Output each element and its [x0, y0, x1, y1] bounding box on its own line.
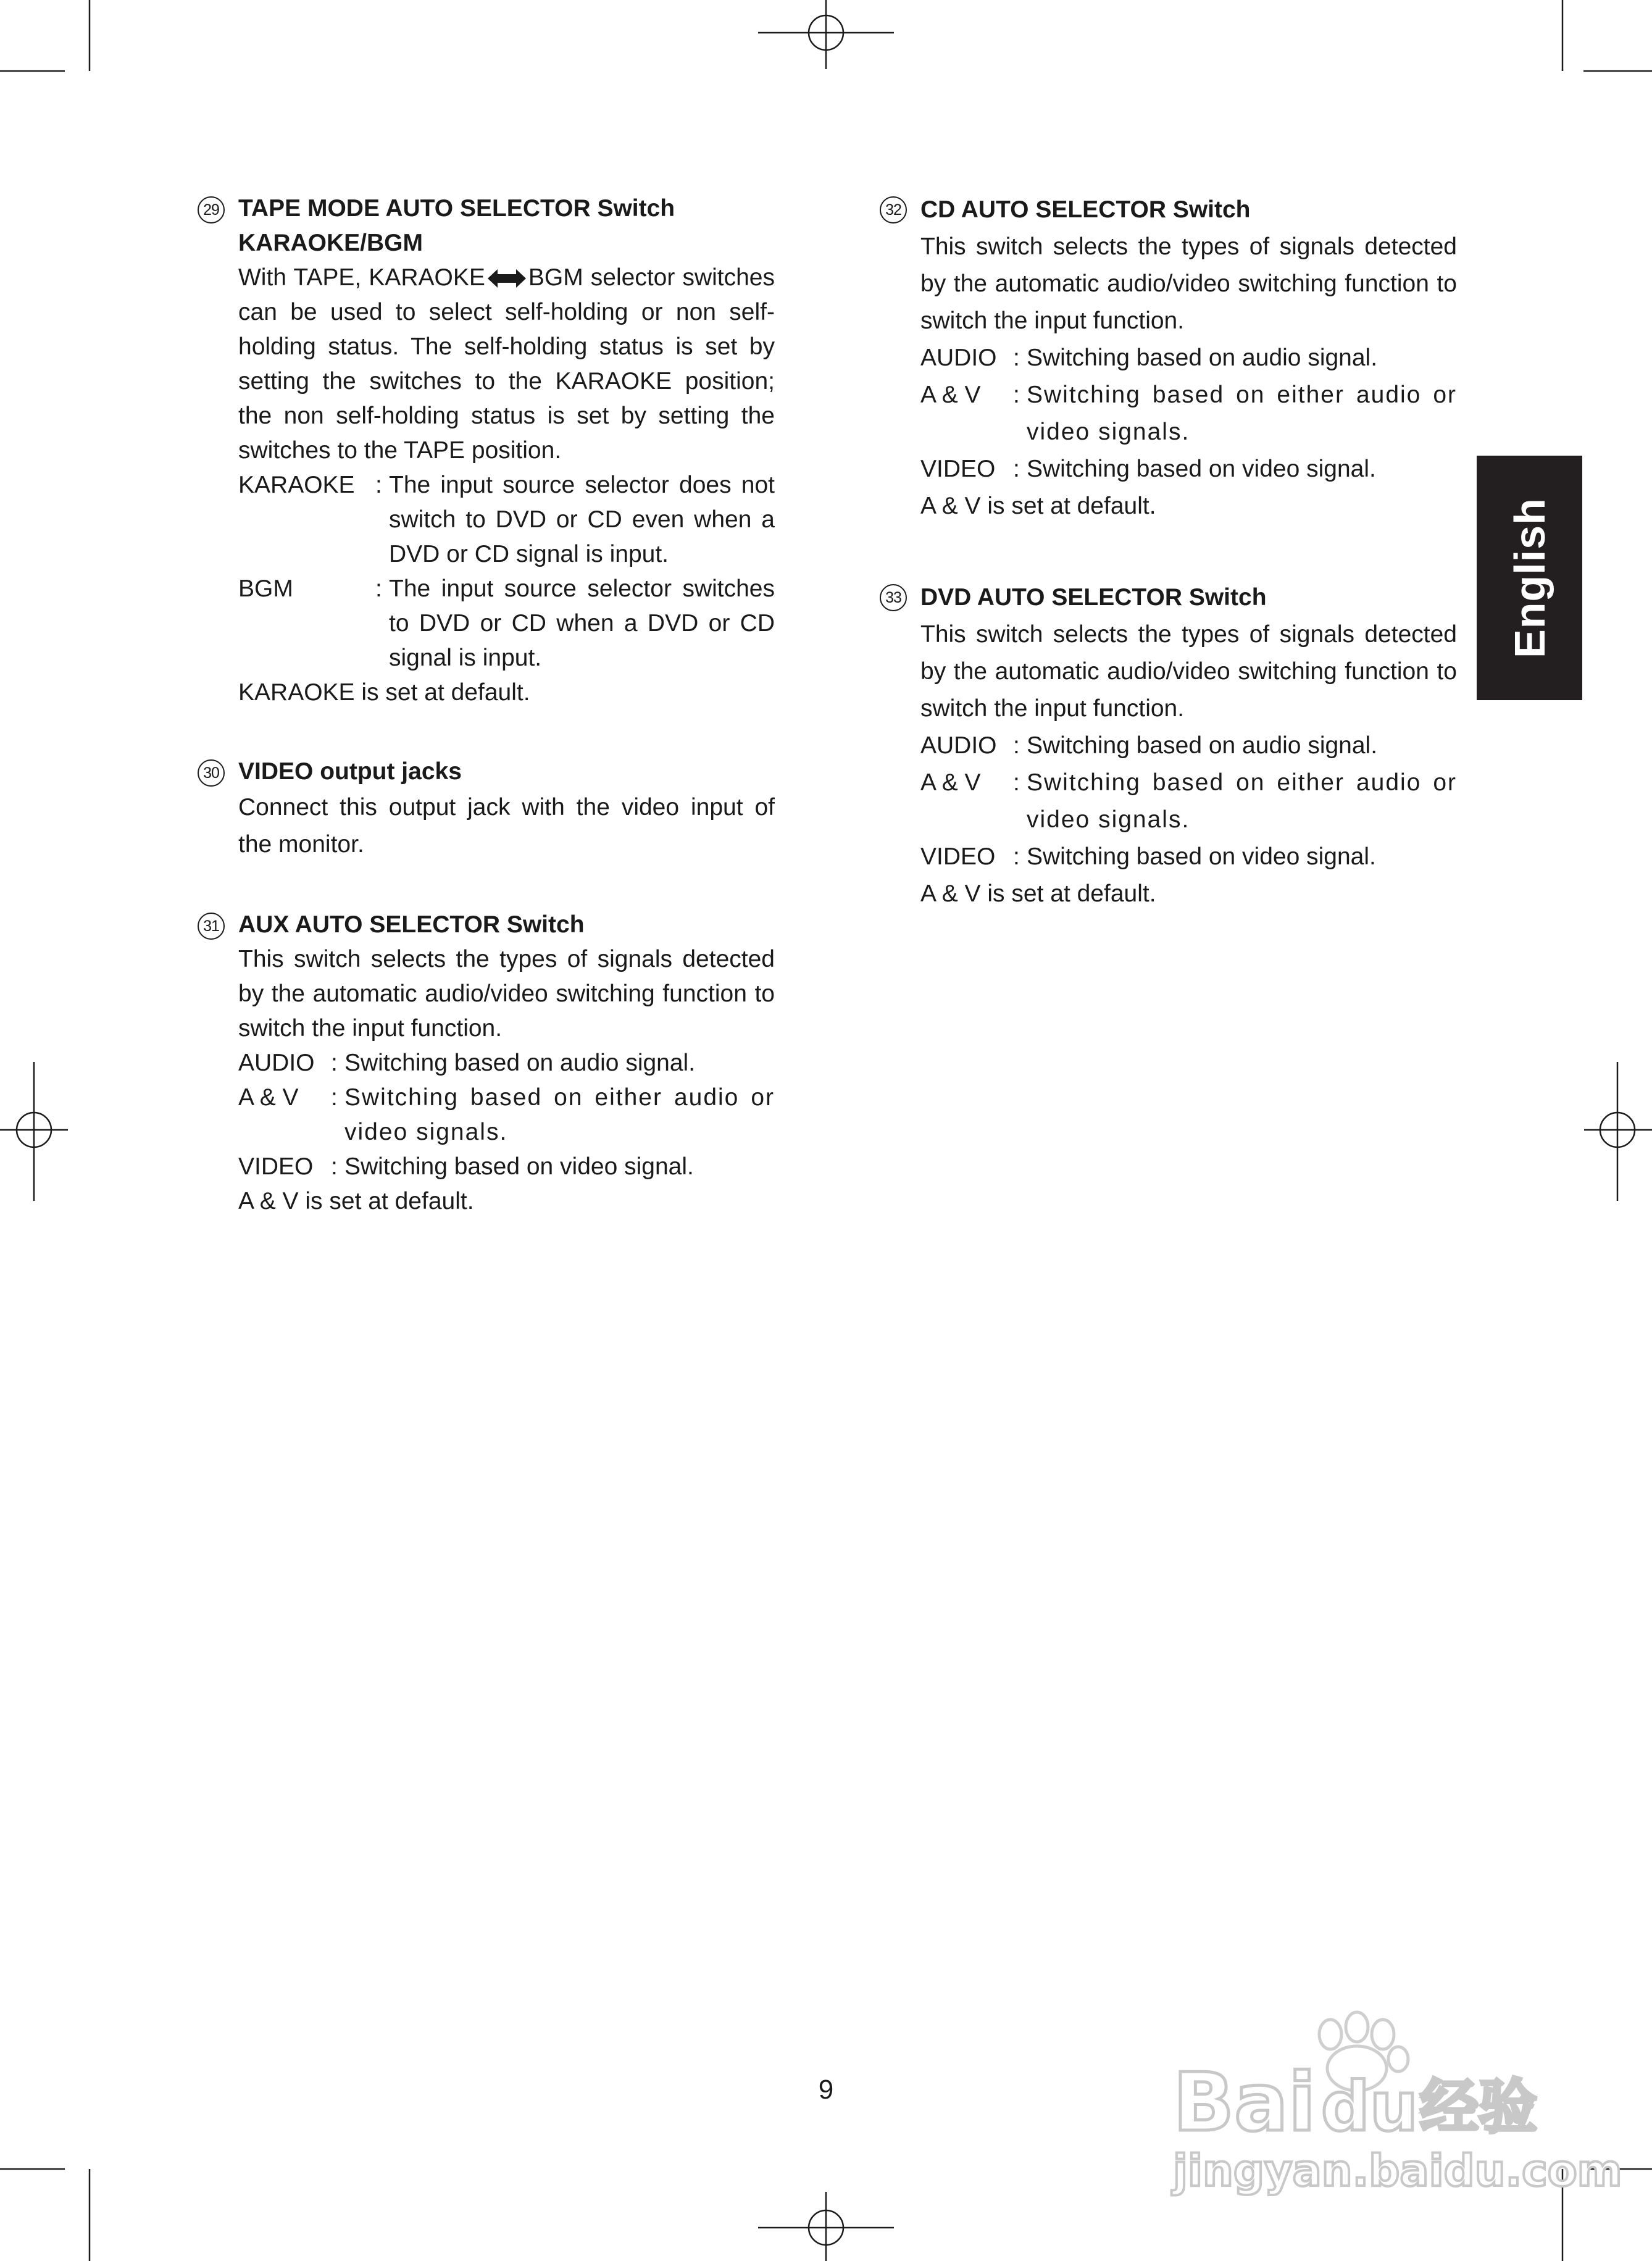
- term-audio: AUDIO: [238, 1050, 315, 1076]
- svg-text:Bai: Bai: [1173, 2055, 1316, 2149]
- baidu-watermark-logo: [1161, 2010, 1622, 2201]
- definition-row: : Switching based on video signal.: [1013, 838, 1457, 876]
- section-body: This switch selects the types of signals detected by the automatic audio/video switching function to switch the input function.: [238, 946, 775, 1042]
- default-note: A & V is set at default.: [920, 493, 1156, 519]
- section-number: 31: [198, 913, 225, 940]
- definition-row: : Switching based on video signal.: [331, 1150, 775, 1184]
- term-video: VIDEO: [238, 1153, 314, 1180]
- term-karaoke: KARAOKE: [238, 472, 355, 498]
- term-video: VIDEO: [920, 843, 996, 870]
- svg-text:du: du: [1321, 2067, 1419, 2146]
- definition-row: : Switching based on audio signal.: [1013, 727, 1457, 764]
- section-body: [238, 261, 775, 468]
- page-number: 9: [818, 2075, 834, 2105]
- section-subtitle: KARAOKE/BGM: [238, 230, 423, 256]
- term-audio: AUDIO: [920, 345, 997, 371]
- term-audio: AUDIO: [920, 732, 997, 759]
- svg-text:jingyan.baidu.com: jingyan.baidu.com: [1173, 2146, 1622, 2196]
- definition-audio: Switching based on audio signal.: [344, 1050, 696, 1076]
- default-note: A & V is set at default.: [238, 1188, 474, 1214]
- definition-list: [238, 468, 775, 675]
- definition-karaoke: The input source selector does not switch to DVD or CD even when a DVD or CD signal is input.: [389, 472, 775, 567]
- definition-row: : Switching based on either audio or video signals.: [1013, 377, 1457, 451]
- term-bgm: BGM: [238, 575, 293, 602]
- language-tab-label: English: [1505, 498, 1554, 658]
- section-33: [880, 579, 1457, 913]
- section-title: TAPE MODE AUTO SELECTOR Switch: [238, 195, 675, 222]
- definition-list: [920, 340, 1457, 488]
- left-column: [198, 191, 775, 1263]
- term-av: A & V: [920, 769, 981, 796]
- definition-audio: Switching based on audio signal.: [1027, 732, 1378, 759]
- default-note: A & V is set at default.: [920, 880, 1156, 907]
- section-number: 32: [880, 196, 907, 224]
- section-number: 30: [198, 759, 225, 787]
- definition-row: : The input source selector does not switch to DVD or CD even when a DVD or CD signal is input.: [375, 468, 775, 572]
- section-title: AUX AUTO SELECTOR Switch: [238, 911, 585, 938]
- svg-text:经验: 经验: [1420, 2073, 1538, 2141]
- double-arrow-icon: [488, 268, 526, 289]
- definition-row: : Switching based on audio signal.: [331, 1046, 775, 1080]
- section-number: 29: [198, 196, 225, 224]
- section-29: [198, 191, 775, 710]
- language-tab: [1477, 456, 1582, 700]
- definition-av: Switching based on either audio or video signals.: [344, 1084, 775, 1145]
- definition-video: Switching based on video signal.: [344, 1153, 694, 1180]
- definition-audio: Switching based on audio signal.: [1027, 345, 1378, 371]
- section-title: DVD AUTO SELECTOR Switch: [920, 584, 1267, 611]
- body-part-2: BGM selector switches can be used to select self-holding or non self-holding status. The self-holding status is set by setting the switches to the KARAOKE position; the non self-holding status is set by setting the switches to the TAPE position.: [238, 264, 775, 464]
- section-32: [880, 191, 1457, 525]
- section-title: CD AUTO SELECTOR Switch: [920, 196, 1251, 223]
- section-body: This switch selects the types of signals detected by the automatic audio/video switching function to switch the input function.: [920, 233, 1457, 334]
- definition-av: Switching based on either audio or video signals.: [1027, 382, 1457, 445]
- definition-row: : The input source selector switches to DVD or CD when a DVD or CD signal is input.: [375, 572, 775, 675]
- definition-av: Switching based on either audio or video signals.: [1027, 769, 1457, 833]
- term-av: A & V: [920, 382, 981, 408]
- section-body: Connect this output jack with the video input of the monitor.: [238, 794, 775, 858]
- definition-row: : Switching based on audio signal.: [1013, 340, 1457, 377]
- definition-row: : Switching based on either audio or video signals.: [331, 1080, 775, 1150]
- definition-list: [920, 727, 1457, 876]
- section-30: [198, 754, 775, 863]
- section-title: VIDEO output jacks: [238, 758, 462, 785]
- definition-row: : Switching based on video signal.: [1013, 451, 1457, 488]
- definition-bgm: The input source selector switches to DVD or CD when a DVD or CD signal is input.: [389, 575, 775, 671]
- section-body: This switch selects the types of signals detected by the automatic audio/video switching function to switch the input function.: [920, 621, 1457, 722]
- definition-video: Switching based on video signal.: [1027, 456, 1376, 482]
- term-video: VIDEO: [920, 456, 996, 482]
- default-note: KARAOKE is set at default.: [238, 679, 530, 706]
- body-part-1: With TAPE, KARAOKE: [238, 264, 485, 291]
- section-31: [198, 908, 775, 1219]
- definition-video: Switching based on video signal.: [1027, 843, 1376, 870]
- section-number: 33: [880, 584, 907, 611]
- term-av: A & V: [238, 1084, 299, 1111]
- right-column: [880, 191, 1457, 957]
- definition-list: [238, 1046, 775, 1184]
- definition-row: : Switching based on either audio or video signals.: [1013, 764, 1457, 838]
